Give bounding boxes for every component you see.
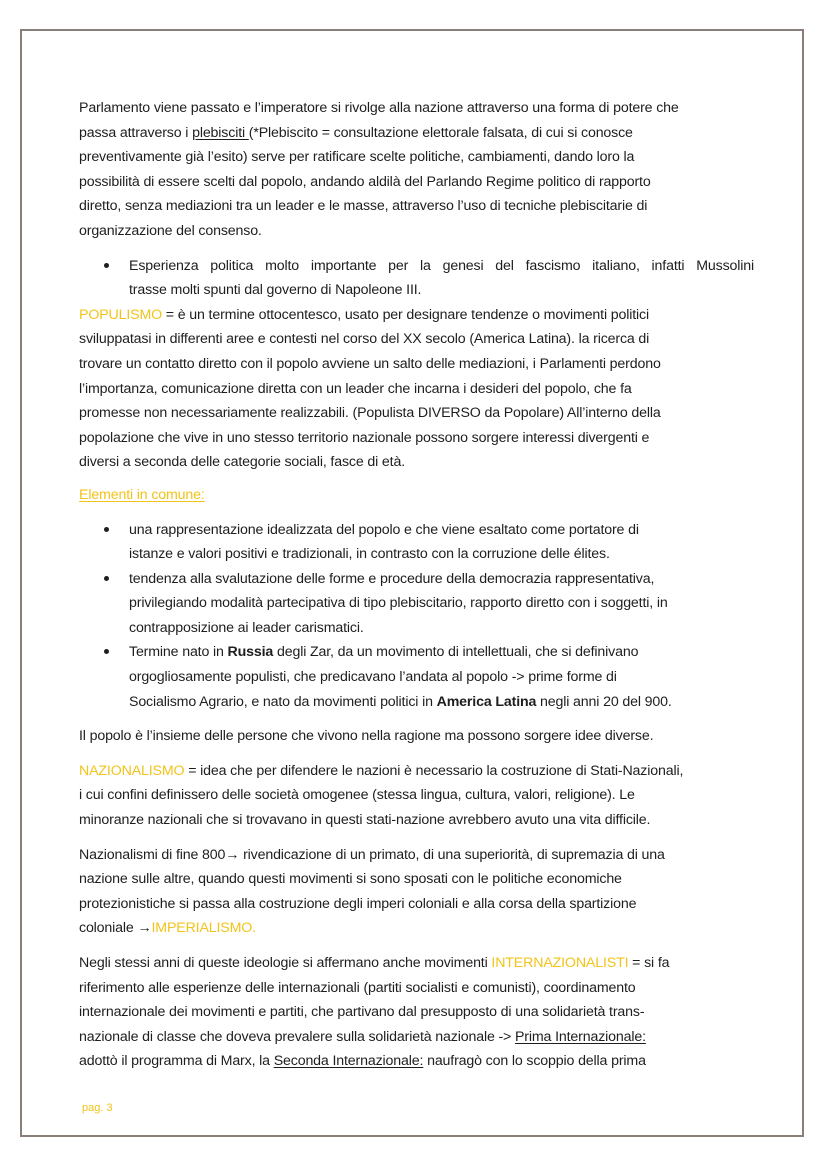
- plebisciti-underlined-term: plebisciti: [192, 124, 249, 141]
- text-fragment: Termine nato in: [129, 644, 228, 661]
- list-item: [79, 640, 754, 714]
- text-line: trovare un contatto diretto con il popolo avviene un salto delle mediazioni, i Parlamenti perdono: [79, 355, 661, 372]
- text-line: minoranze nazionali che si trovavano in questi stati-nazione avrebbero avuto una vita difficile.: [79, 812, 651, 829]
- text-fragment: coloniale →: [79, 920, 152, 937]
- page-content: [79, 96, 754, 1074]
- text-fragment: adottò il programma di Marx, la: [79, 1053, 274, 1070]
- text-line: [79, 916, 754, 941]
- text-line: tendenza alla svalutazione delle forme e procedure della democrazia rappresentativa,: [129, 570, 655, 587]
- text-line: [79, 303, 754, 328]
- napoleon-bullet-list: [79, 254, 754, 303]
- text-line: [79, 1049, 754, 1074]
- text-fragment: negli anni 20 del 900.: [536, 693, 672, 710]
- list-item: [79, 567, 754, 641]
- text-line: [79, 121, 754, 146]
- text-line: orgogliosamente populisti, che predicavano l’andata al popolo -> prime forme di: [129, 669, 617, 686]
- text-fragment: passa attraverso i: [79, 124, 193, 141]
- nazionalismo-term: NAZIONALISMO: [79, 762, 185, 779]
- bullet-icon: [104, 263, 109, 268]
- text-line: promesse non necessariamente realizzabili. (Populista DIVERSO da Popolare) All’interno della: [79, 405, 661, 422]
- text-line: diversi a seconda delle categorie sociali, fasce di età.: [79, 454, 405, 471]
- text-line: Parlamento viene passato e l’imperatore si rivolge alla nazione attraverso una forma di potere che: [79, 100, 679, 116]
- text-line: organizzazione del consenso.: [79, 222, 262, 239]
- text-fragment: (*Plebiscito = consultazione elettorale falsata, di cui si conosce: [248, 124, 633, 141]
- text-fragment: nazionale di classe che doveva prevalere sulla solidarietà nazionale ->: [79, 1028, 515, 1045]
- fine-800-paragraph: [79, 843, 754, 941]
- text-line: i cui confini definissero delle società omogenee (stessa lingua, cultura, valori, religione). Le: [79, 787, 635, 804]
- text-line: popolazione che vive in uno stesso territorio nazionale possono sorgere interessi divergenti e: [79, 429, 650, 446]
- imperialismo-term: IMPERIALISMO.: [151, 920, 256, 937]
- text-line: [79, 1025, 754, 1050]
- nazionalismo-paragraph: [79, 759, 754, 833]
- text-fragment: = si fa: [628, 955, 670, 971]
- populismo-paragraph: [79, 303, 754, 475]
- text-line: diretto, senza mediazioni tra un leader e le masse, attraverso l’uso di tecniche plebiscitarie di: [79, 198, 648, 215]
- list-item: [79, 518, 754, 567]
- text-fragment: Negli stessi anni di queste ideologie si affermano anche movimenti: [79, 955, 492, 971]
- text-line: Esperienza politica molto importante per la genesi del fascismo italiano, infatti Mussolini: [129, 257, 754, 274]
- prima-internazionale-underlined: Prima Internazionale:: [514, 1028, 646, 1045]
- bullet-icon: [104, 527, 109, 532]
- bullet-icon: [104, 576, 109, 581]
- text-line: nazione sulle altre, quando questi movimenti si sono sposati con le politiche economiche: [79, 871, 622, 888]
- text-fragment: Socialismo Agrario, e nato da movimenti politici in: [129, 693, 437, 710]
- text-line: privilegiando modalità partecipativa di tipo plebiscitario, rapporto diretto con i soggetti, in: [129, 595, 668, 612]
- text-line: l’importanza, comunicazione diretta con un leader che incarna i desideri del popolo, che fa: [79, 380, 632, 397]
- text-line: [79, 951, 754, 976]
- list-item: [79, 254, 754, 303]
- popolo-paragraph: Il popolo è l’insieme delle persone che vivono nella ragione ma possono sorgere idee diverse.: [79, 728, 654, 745]
- text-line: sviluppatasi in differenti aree e contesti nel corso del XX secolo (America Latina). la ricerca di: [79, 331, 650, 348]
- bullet-icon: [104, 649, 109, 654]
- text-line: [129, 690, 754, 715]
- intro-paragraph: [79, 96, 754, 244]
- elementi-list: [79, 518, 754, 715]
- text-fragment: degli Zar, da un movimento di intellettuali, che si definivano: [273, 644, 639, 661]
- populismo-term: POPULISMO: [79, 306, 163, 323]
- text-line: istanze e valori positivi e tradizionali, in contrasto con la corruzione delle élites.: [129, 546, 610, 563]
- page-number: pag. 3: [82, 1102, 113, 1114]
- russia-bold: Russia: [227, 644, 274, 661]
- america-latina-bold: America Latina: [436, 693, 537, 710]
- text-line: protezionistiche si passa alla costruzione degli imperi coloniali e alla corsa della spartizione: [79, 895, 637, 912]
- text-line: [79, 759, 754, 784]
- text-line: trasse molti spunti dal governo di Napoleone III.: [129, 282, 422, 299]
- text-line: una rappresentazione idealizzata del popolo e che viene esaltato come portatore di: [129, 521, 639, 538]
- text-line: possibilità di essere scelti dal popolo, andando aldilà del Parlando Regime politico di rapporto: [79, 173, 651, 190]
- text-line: Nazionalismi di fine 800→ rivendicazione di un primato, di una superiorità, di supremazia di una: [79, 846, 665, 863]
- text-line: riferimento alle esperienze delle internazionali (partiti socialisti e comunisti), coordinamento: [79, 979, 636, 996]
- text-line: internazionale dei movimenti e partiti, che partivano dal presupposto di una solidarietà trans-: [79, 1004, 645, 1021]
- text-fragment: naufragò con lo scoppio della prima: [423, 1053, 646, 1070]
- text-line: preventivamente già l’esito) serve per ratificare scelte politiche, cambiamenti, dando loro la: [79, 149, 635, 166]
- text-line: contrapposizione ai leader carismatici.: [129, 619, 364, 636]
- elementi-heading: Elementi in comune:: [79, 486, 205, 503]
- text-fragment: = è un termine ottocentesco, usato per designare tendenze o movimenti politici: [162, 306, 649, 323]
- text-fragment: = idea che per difendere le nazioni è necessario la costruzione di Stati-Nazionali,: [184, 762, 684, 779]
- seconda-internazionale-underlined: Seconda Internazionale:: [273, 1053, 424, 1070]
- internazionalisti-paragraph: [79, 951, 754, 1074]
- text-line: [129, 640, 754, 665]
- internazionalisti-term: INTERNAZIONALISTI: [491, 955, 629, 971]
